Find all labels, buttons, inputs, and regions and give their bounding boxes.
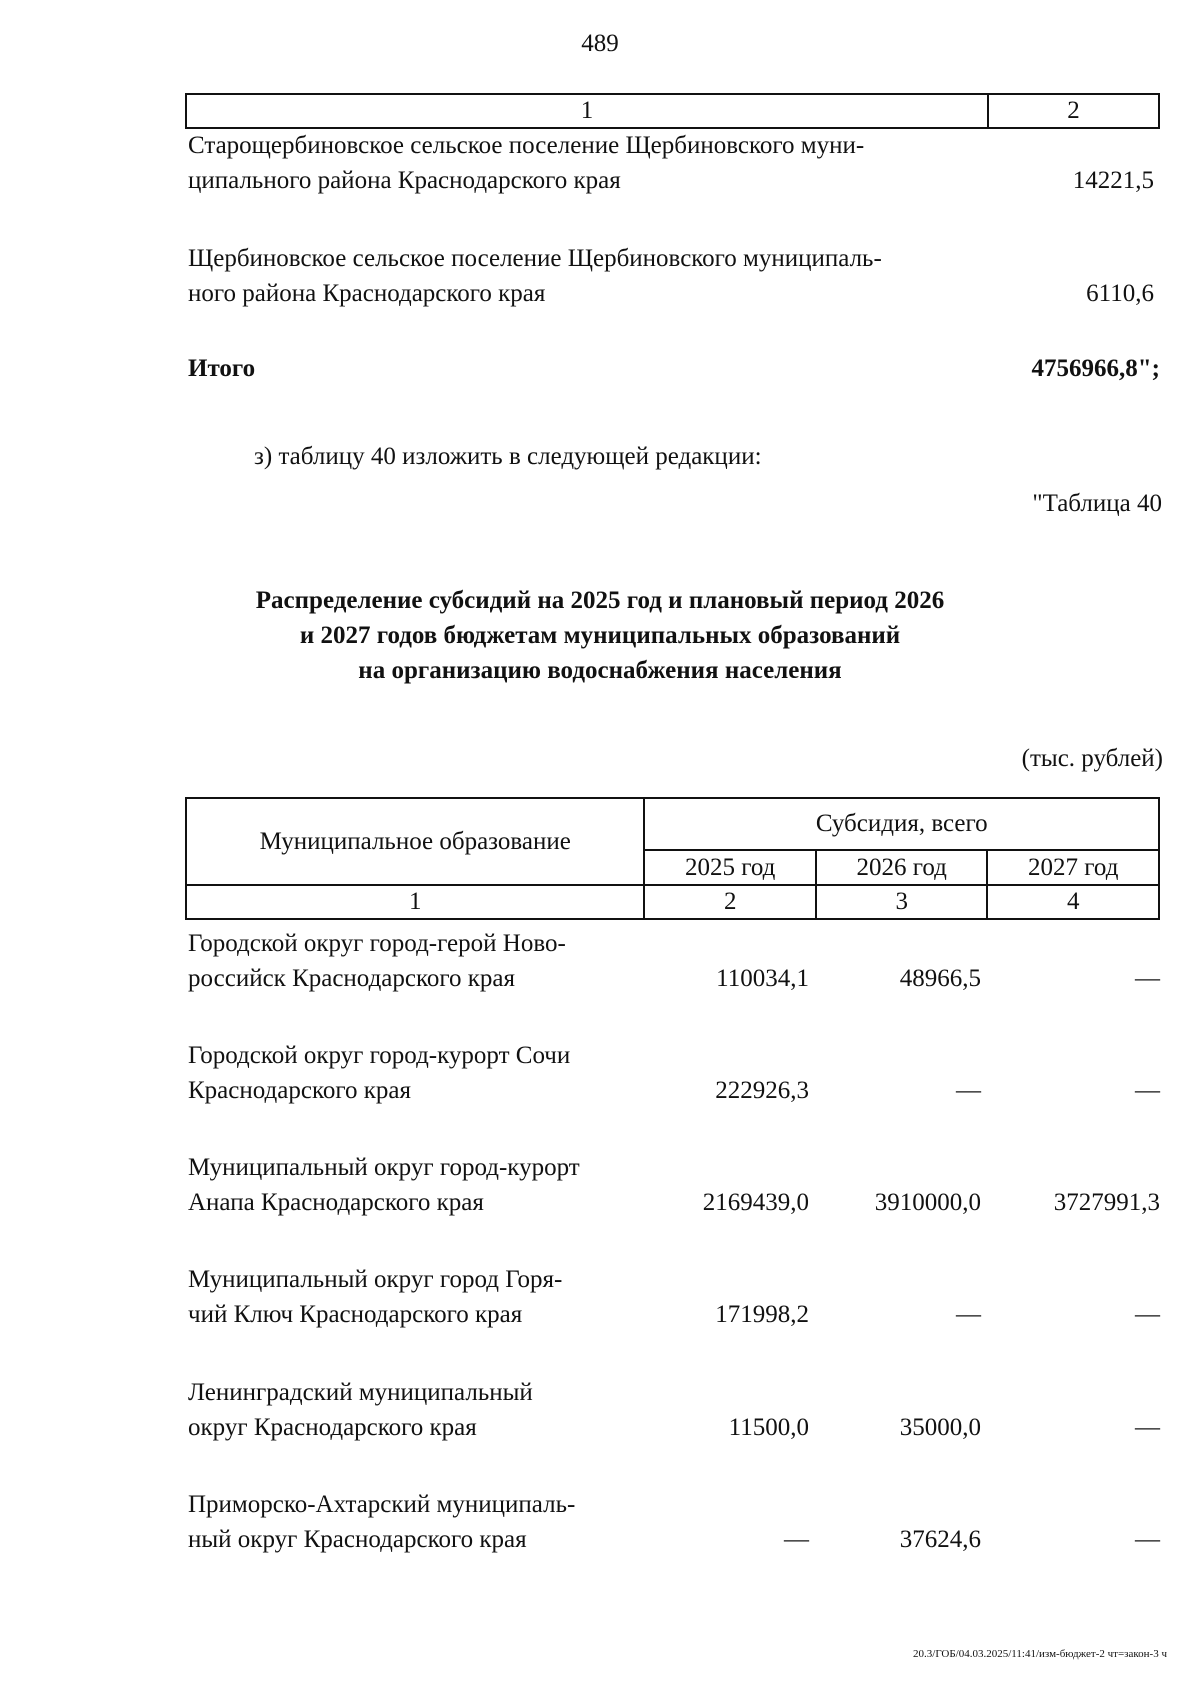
title-line: и 2027 годов бюджетам муниципальных образований — [299, 622, 901, 649]
units-label: (тыс. рублей) — [1021, 745, 1163, 772]
total-value: 4756966,8"; — [1031, 355, 1160, 382]
row-name-line: Приморско-Ахтарский муниципаль- — [188, 1491, 576, 1518]
row-name — [188, 926, 628, 996]
instruction-text: з) таблицу 40 изложить в следующей редакции: — [254, 443, 762, 470]
value-2025: 2169439,0 — [702, 1189, 809, 1216]
row-name-line: Городской округ город-герой Ново- — [188, 930, 566, 957]
row-name — [188, 128, 958, 198]
row-name-line: Щербиновское сельское поселение Щербиновского муниципаль- — [188, 245, 882, 272]
value-2026: 48966,5 — [899, 965, 981, 992]
footer-code: 20.3/ГОБ/04.03.2025/11:41/изм-бюджет-2 чт=закон-3 ч — [913, 1648, 1167, 1660]
main-table-header — [185, 797, 1160, 920]
value-2025: 222926,3 — [715, 1077, 809, 1104]
row-name-line: Старощербиновское сельское поселение Щербиновского муни- — [188, 132, 865, 159]
prev-table-row — [188, 128, 1154, 198]
table-label: "Таблица 40 — [1032, 490, 1162, 517]
row-name-line: ный округ Краснодарского края — [188, 1526, 527, 1553]
table-row — [188, 1375, 1160, 1445]
table-row — [188, 1487, 1160, 1557]
table-title — [0, 583, 1200, 688]
col-number-4: 4 — [987, 885, 1159, 919]
prev-table-col-2: 2 — [1067, 97, 1080, 124]
col-number-2: 2 — [644, 885, 816, 919]
row-name-line: Муниципальный округ город Горя- — [188, 1266, 563, 1293]
row-name-line: округ Краснодарского края — [188, 1414, 477, 1441]
col-subsidy-header: Субсидия, всего — [644, 798, 1159, 850]
row-name-line: российск Краснодарского края — [188, 965, 516, 992]
col-year-2026: 2026 год — [816, 850, 988, 885]
row-name — [188, 1487, 628, 1557]
row-name — [188, 241, 958, 311]
row-name-line: Муниципальный округ город-курорт — [188, 1154, 580, 1181]
value-2027: — — [1135, 965, 1160, 992]
title-line: Распределение субсидий на 2025 год и плановый период 2026 — [255, 587, 945, 614]
value-2027: — — [1135, 1414, 1160, 1441]
row-name — [188, 1262, 628, 1332]
table-row — [188, 926, 1160, 996]
title-line: на организацию водоснабжения населения — [358, 657, 842, 684]
row-name-line: Городской округ город-курорт Сочи — [188, 1042, 571, 1069]
row-name-line: Ленинградский муниципальный — [188, 1379, 533, 1406]
total-label: Итого — [188, 355, 256, 382]
row-name-line: ного района Краснодарского края — [188, 280, 546, 307]
row-name-line: Анапа Краснодарского края — [188, 1189, 484, 1216]
col-entity-header: Муниципальное образование — [186, 798, 644, 885]
row-name — [188, 1150, 628, 1220]
row-name — [188, 1038, 628, 1108]
col-number-3: 3 — [816, 885, 988, 919]
row-name — [188, 1375, 628, 1445]
value-2027: 3727991,3 — [1053, 1189, 1160, 1216]
value-2025: 171998,2 — [715, 1301, 809, 1328]
value-2026: — — [956, 1301, 981, 1328]
col-number-1: 1 — [186, 885, 644, 919]
row-value: 6110,6 — [1086, 280, 1154, 307]
value-2026: 3910000,0 — [874, 1189, 981, 1216]
prev-table-row — [188, 241, 1154, 311]
value-2027: — — [1135, 1301, 1160, 1328]
col-year-2025: 2025 год — [644, 850, 816, 885]
value-2025: — — [784, 1526, 809, 1553]
value-2026: 37624,6 — [899, 1526, 981, 1553]
value-2026: — — [956, 1077, 981, 1104]
row-value: 14221,5 — [1072, 167, 1154, 194]
value-2025: 11500,0 — [728, 1414, 809, 1441]
prev-table-col-1: 1 — [187, 95, 989, 127]
table-row — [188, 1038, 1160, 1108]
row-name-line: Краснодарского края — [188, 1077, 411, 1104]
value-2026: 35000,0 — [899, 1414, 981, 1441]
row-name-line: чий Ключ Краснодарского края — [188, 1301, 523, 1328]
value-2027: — — [1135, 1077, 1160, 1104]
table-row — [188, 1262, 1160, 1332]
page-number: 489 — [581, 30, 619, 57]
table-row — [188, 1150, 1160, 1220]
row-name-line: ципального района Краснодарского края — [188, 167, 621, 194]
value-2027: — — [1135, 1526, 1160, 1553]
value-2025: 110034,1 — [716, 965, 809, 992]
col-year-2027: 2027 год — [987, 850, 1159, 885]
prev-table-header — [185, 93, 1160, 129]
